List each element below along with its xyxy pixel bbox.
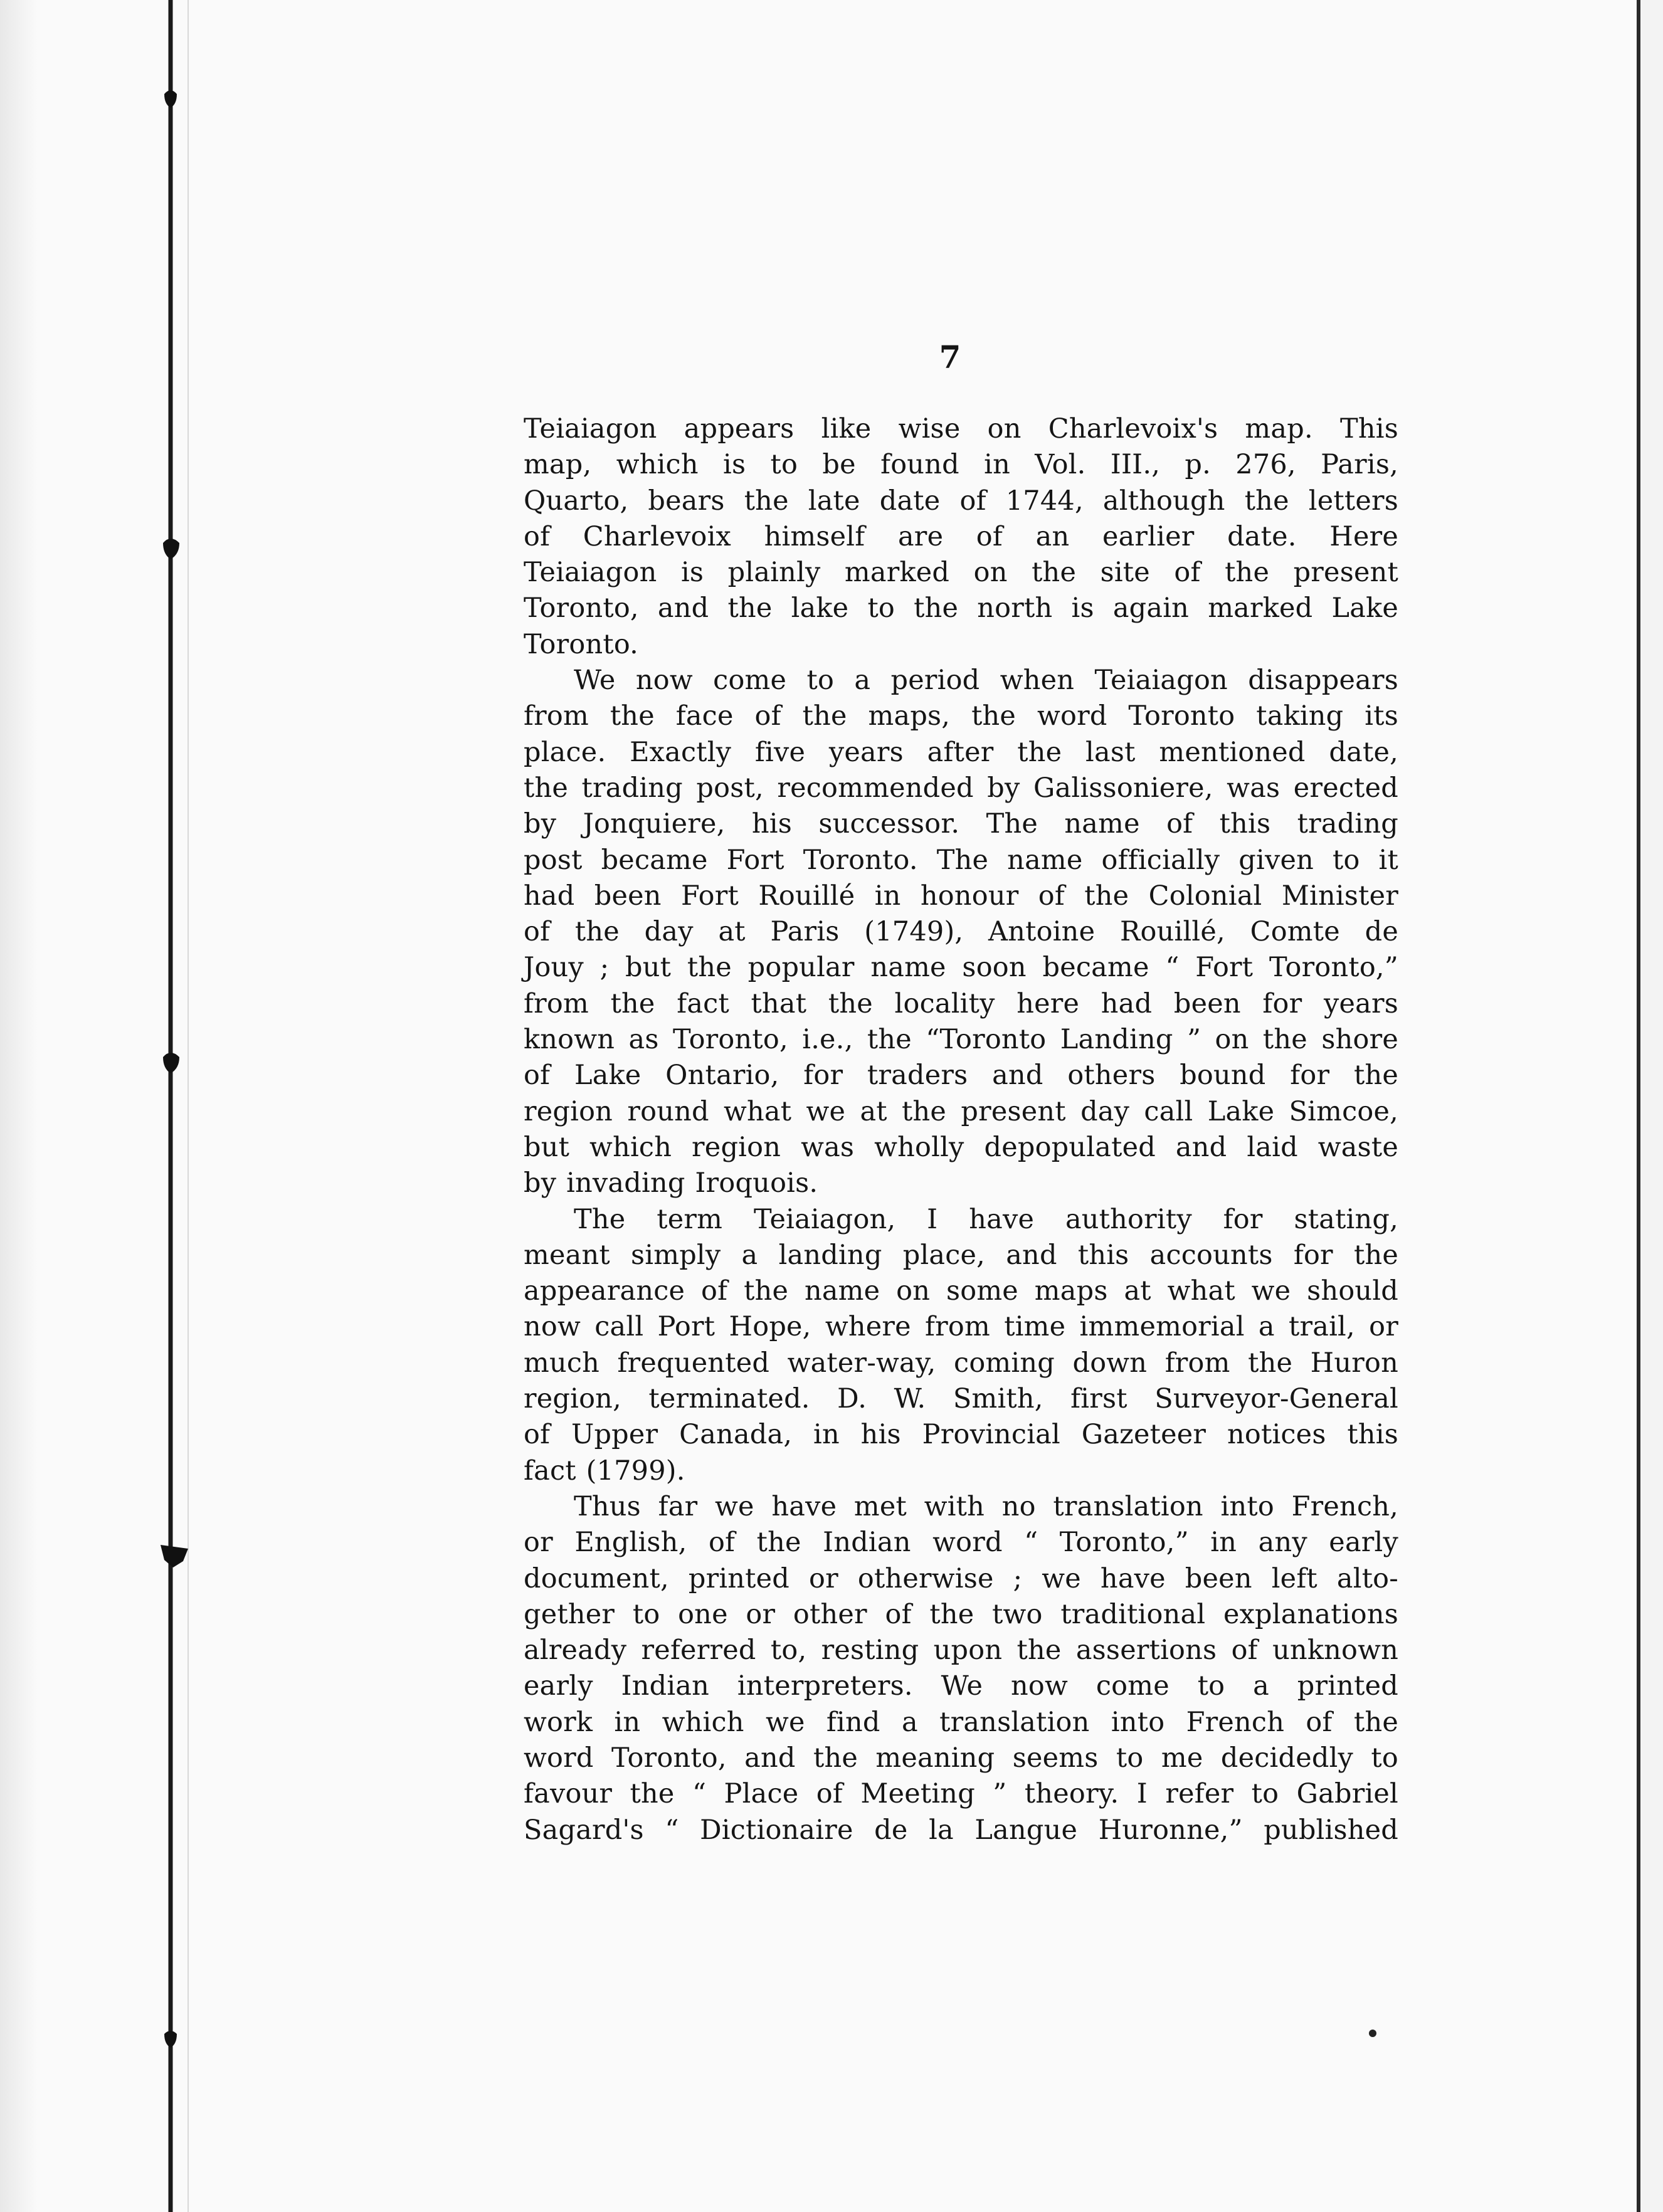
text-line: word Toronto, and the meaning seems to me decidedly to bbox=[524, 1742, 1398, 1774]
text-line: document, printed or otherwise ; we have been left alto- bbox=[524, 1562, 1398, 1594]
text-line: place. Exactly five years after the last mentioned date, bbox=[524, 736, 1398, 768]
text-line: already referred to, resting upon the assertions of unknown bbox=[524, 1635, 1398, 1667]
body-text bbox=[524, 411, 1398, 1848]
text-line: Teiaiagon appears like wise on Charlevoix's map. This bbox=[524, 413, 1398, 445]
text-line: We now come to a period when Teiaiagon disappears bbox=[574, 665, 1398, 697]
text-line: Toronto, and the lake to the north is again marked Lake bbox=[524, 592, 1398, 624]
text-line: or English, of the Indian word “ Toronto,” in any early bbox=[524, 1527, 1398, 1559]
text-line: known as Toronto, i.e., the “Toronto Landing ” on the shore bbox=[524, 1024, 1398, 1056]
page-number: 7 bbox=[939, 339, 961, 376]
text-line: of Upper Canada, in his Provincial Gazeteer notices this bbox=[524, 1419, 1398, 1451]
text-line: work in which we find a translation into French of the bbox=[524, 1706, 1398, 1738]
text-line: of Lake Ontario, for traders and others bound for the bbox=[524, 1060, 1398, 1092]
text-line: from the fact that the locality here had been for years bbox=[524, 988, 1398, 1019]
text-line: favour the “ Place of Meeting ” theory. I refer to Gabriel bbox=[524, 1778, 1398, 1810]
text-line: region round what we at the present day call Lake Simcoe, bbox=[524, 1095, 1398, 1127]
text-line: region, terminated. D. W. Smith, first Surveyor-General bbox=[524, 1383, 1398, 1415]
text-line: meant simply a landing place, and this accounts for the bbox=[524, 1239, 1398, 1271]
text-line: appearance of the name on some maps at what we should bbox=[524, 1275, 1398, 1307]
gutter-shadow bbox=[0, 0, 38, 2212]
text-line: Jouy ; but the popular name soon became “ Fort Toronto,” bbox=[524, 952, 1398, 984]
ink-speck bbox=[1369, 2030, 1376, 2037]
text-line: but which region was wholly depopulated and laid waste bbox=[524, 1131, 1398, 1163]
text-line: of Charlevoix himself are of an earlier date. Here bbox=[524, 520, 1398, 552]
text-line: much frequented water-way, coming down from the Huron bbox=[524, 1347, 1398, 1379]
text-line: Teiaiagon is plainly marked on the site of the present bbox=[524, 557, 1398, 589]
text-line: had been Fort Rouillé in honour of the Colonial Minister bbox=[524, 880, 1398, 912]
text-line: from the face of the maps, the word Toronto taking its bbox=[524, 700, 1398, 732]
text-line: gether to one or other of the two traditional explanations bbox=[524, 1598, 1398, 1630]
text-line: The term Teiaiagon, I have authority for stating, bbox=[574, 1203, 1398, 1235]
text-line: Toronto. bbox=[524, 628, 639, 660]
page-margin-right bbox=[1640, 0, 1663, 2212]
text-line: by Jonquiere, his successor. The name of this trading bbox=[524, 808, 1398, 840]
text-line: now call Port Hope, where from time immemorial a trail, or bbox=[524, 1311, 1398, 1343]
text-line: fact (1799). bbox=[524, 1455, 685, 1487]
text-line: by invading Iroquois. bbox=[524, 1167, 818, 1199]
text-line: map, which is to be found in Vol. III., p. 276, Paris, bbox=[524, 449, 1398, 481]
text-line: Quarto, bears the late date of 1744, although the letters bbox=[524, 485, 1398, 517]
text-line: Thus far we have met with no translation into French, bbox=[574, 1490, 1398, 1522]
text-line: of the day at Paris (1749), Antoine Rouillé, Comte de bbox=[524, 916, 1398, 948]
text-line: post became Fort Toronto. The name officially given to it bbox=[524, 844, 1398, 876]
text-line: early Indian interpreters. We now come to a printed bbox=[524, 1670, 1398, 1702]
text-line: Sagard's “ Dictionaire de la Langue Huronne,” published bbox=[524, 1814, 1398, 1846]
text-line: the trading post, recommended by Galissoniere, was erected bbox=[524, 772, 1398, 804]
